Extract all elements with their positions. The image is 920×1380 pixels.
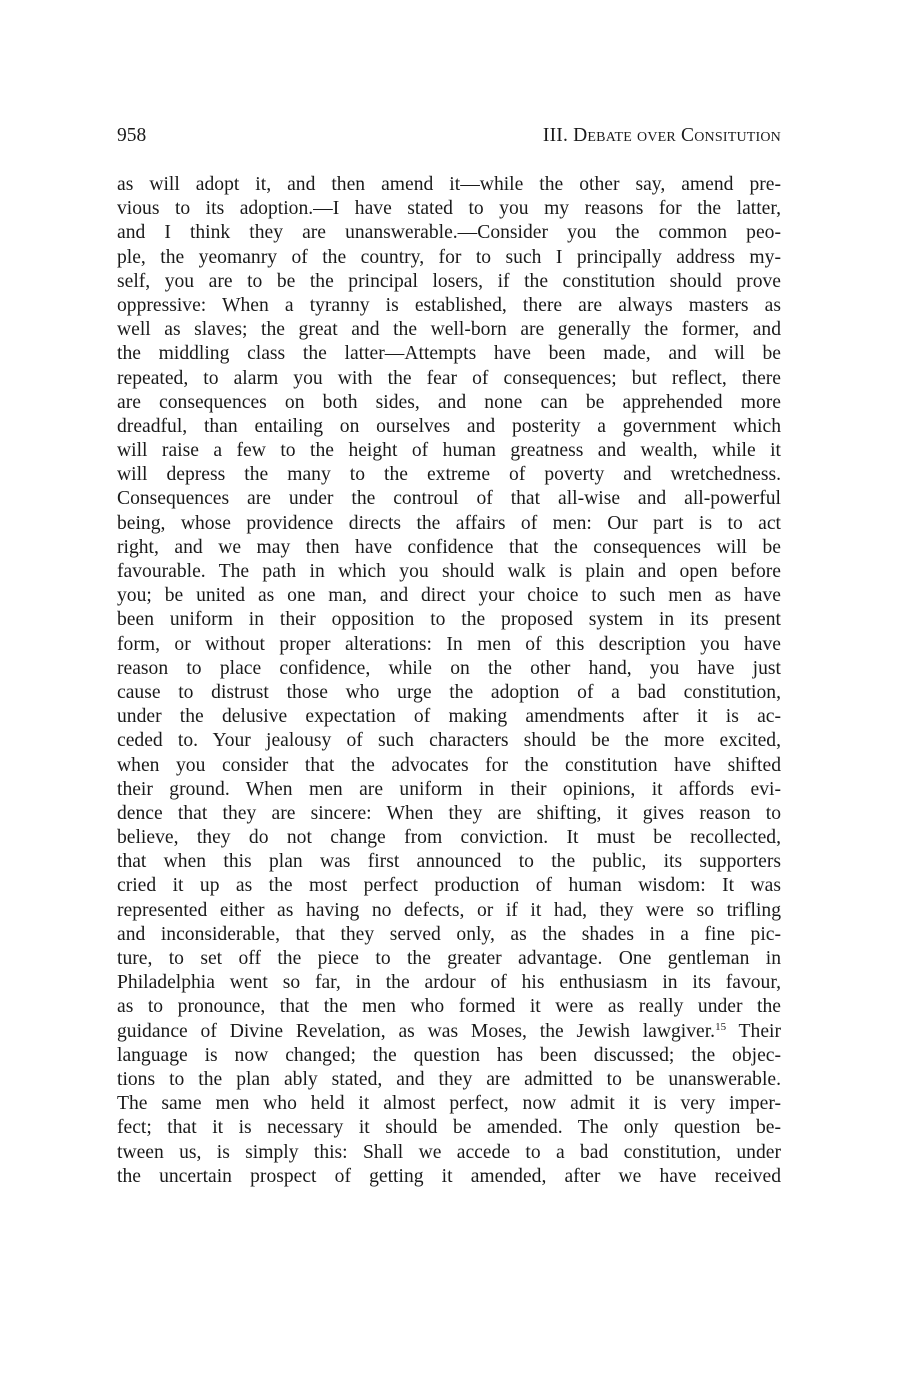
text-line: Consequences are under the controul of that all-wise and all-powerful [117, 488, 781, 510]
text-line: as to pronounce, that the men who formed it were as really under the [117, 996, 781, 1018]
text-segment: Their [726, 1020, 781, 1042]
text-line: well as slaves; the great and the well-born are generally the former, and [117, 319, 781, 341]
text-line: dence that they are sincere: When they are shifting, it gives reason to [117, 802, 781, 824]
text-line: the middling class the latter—Attempts have been made, and will be [117, 343, 781, 365]
text-line: language is now changed; the question has been discussed; the objec- [117, 1044, 781, 1066]
text-line: tions to the plan ably stated, and they are admitted to be unanswerable. [117, 1068, 781, 1090]
text-line: you; be united as one man, and direct your choice to such men as have [117, 585, 781, 607]
text-line: their ground. When men are uniform in their opinions, it affords evi- [117, 778, 781, 800]
text-line: represented either as having no defects, or if it had, they were so trifling [117, 899, 781, 921]
text-line: The same men who held it almost perfect, now admit it is very imper- [117, 1093, 781, 1115]
text-line: repeated, to alarm you with the fear of consequences; but reflect, there [117, 367, 781, 389]
body-text [117, 173, 781, 1189]
text-segment: guidance of Divine Revelation, as was Moses, the Jewish lawgiver. [117, 1020, 716, 1042]
text-line: self, you are to be the principal losers, if the constitution should prove [117, 270, 781, 292]
text-line: will raise a few to the height of human greatness and wealth, while it [117, 440, 781, 462]
footnote-marker[interactable]: 15 [715, 1020, 727, 1033]
running-head [117, 120, 781, 152]
section-title: III. Debate over Consitution [542, 125, 781, 146]
text-line: ture, to set off the piece to the greater advantage. One gentleman in [117, 948, 781, 969]
text-line: form, or without proper alterations: In men of this description you have [117, 633, 781, 655]
text-line: fect; that it is necessary it should be amended. The only question be- [117, 1117, 781, 1139]
text-line: ple, the yeomanry of the country, for to such I principally address my- [117, 246, 781, 268]
text-line: and I think they are unanswerable.—Consider you the common peo- [117, 222, 781, 244]
text-line-with-footnote [117, 1020, 781, 1044]
text-line: cause to distrust those who urge the adoption of a bad constitution, [117, 681, 781, 703]
paragraph-lines-continued [117, 1044, 781, 1189]
text-line: tween us, is simply this: Shall we accede to a bad constitution, under [117, 1141, 781, 1163]
text-line: reason to place confidence, while on the other hand, you have just [117, 657, 781, 679]
book-page [117, 120, 781, 1189]
text-line: and inconsiderable, that they served only, as the shades in a fine pic- [117, 923, 781, 945]
text-line: as will adopt it, and then amend it—while the other say, amend pre- [117, 174, 781, 195]
text-line: oppressive: When a tyranny is established, there are always masters as [117, 294, 781, 316]
text-line: will depress the many to the extreme of poverty and wretchedness. [117, 464, 781, 486]
text-line: being, whose providence directs the affairs of men: Our part is to act [117, 512, 781, 534]
text-line: right, and we may then have confidence that the consequences will be [117, 536, 781, 558]
text-line: when you consider that the advocates for the constitution have shifted [117, 754, 781, 776]
text-line: that when this plan was first announced to the public, its supporters [117, 851, 781, 873]
text-line: cried it up as the most perfect production of human wisdom: It was [117, 875, 781, 897]
text-line: vious to its adoption.—I have stated to you my reasons for the latter, [117, 198, 781, 220]
text-line: are consequences on both sides, and none can be apprehended more [117, 391, 781, 413]
text-line: Philadelphia went so far, in the ardour of his enthusiasm in its favour, [117, 972, 781, 994]
text-line: ceded to. Your jealousy of such characters should be the more excited, [117, 730, 781, 752]
text-line: been uniform in their opposition to the proposed system in its present [117, 609, 781, 631]
page-number: 958 [117, 125, 147, 146]
text-line: dreadful, than entailing on ourselves and posterity a government which [117, 415, 781, 437]
text-line: favourable. The path in which you should walk is plain and open before [117, 561, 781, 582]
text-line: believe, they do not change from conviction. It must be recollected, [117, 827, 781, 849]
text-line: under the delusive expectation of making amendments after it is ac- [117, 706, 781, 728]
paragraph-lines [117, 173, 781, 1020]
text-line: the uncertain prospect of getting it amended, after we have received [117, 1165, 781, 1187]
